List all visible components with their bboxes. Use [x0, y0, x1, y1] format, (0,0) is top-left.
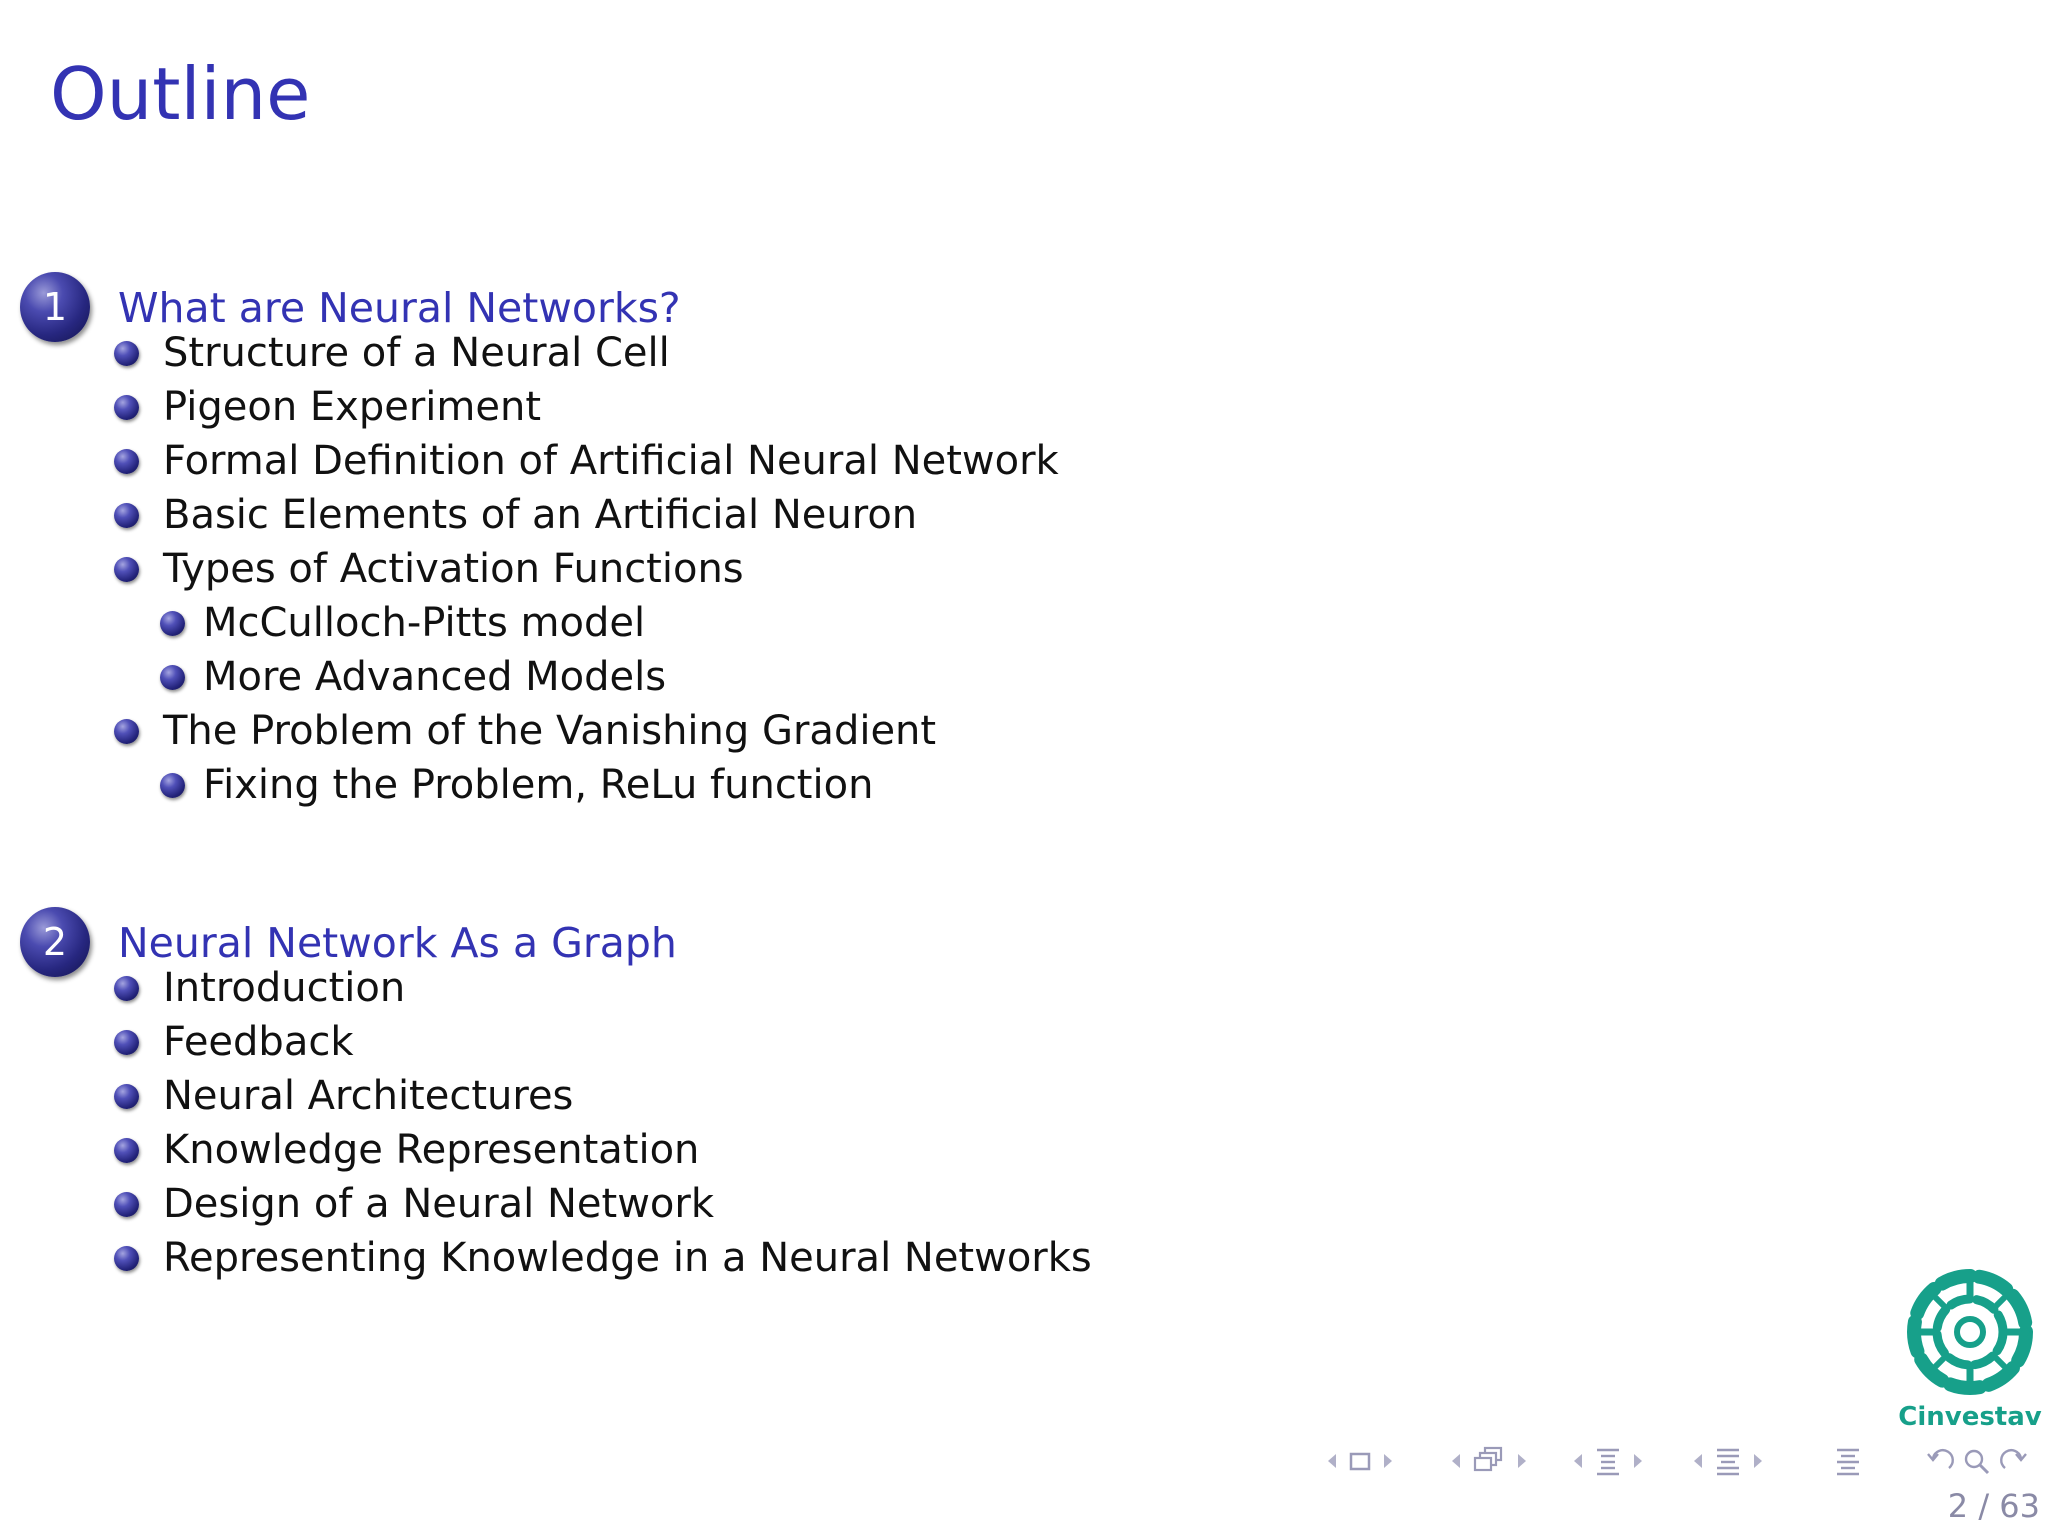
ball-bullet-icon: [160, 611, 185, 636]
list-item[interactable]: [0, 434, 1300, 488]
prev-subsection-icon[interactable]: [1571, 1444, 1585, 1478]
ball-bullet-icon: [114, 719, 139, 744]
ball-bullet-icon: [160, 665, 185, 690]
ball-bullet-icon: [114, 557, 139, 582]
ball-bullet-icon: [114, 1030, 139, 1055]
slide-title: Outline: [50, 52, 311, 136]
page-number: 2 / 63: [1947, 1487, 2040, 1525]
list-item-label[interactable]: Pigeon Experiment: [163, 384, 542, 430]
sub-list-item[interactable]: [0, 596, 1300, 650]
sub-list-item[interactable]: [0, 758, 1300, 812]
list-item[interactable]: [0, 1069, 1300, 1123]
section-number-ball: 2: [20, 907, 90, 977]
list-item-label[interactable]: Introduction: [163, 965, 406, 1011]
sub-list-item-label[interactable]: Fixing the Problem, ReLu function: [203, 762, 874, 808]
next-slide-icon[interactable]: [1381, 1444, 1395, 1478]
undo-icon[interactable]: [1925, 1444, 1957, 1478]
list-item[interactable]: [0, 488, 1300, 542]
ball-bullet-icon: [114, 1138, 139, 1163]
ball-bullet-icon: [114, 976, 139, 1001]
list-item[interactable]: [0, 380, 1300, 434]
next-subsection-icon[interactable]: [1631, 1444, 1645, 1478]
list-item[interactable]: [0, 1015, 1300, 1069]
list-item[interactable]: [0, 326, 1300, 380]
prev-frame-group-icon[interactable]: [1449, 1444, 1463, 1478]
ball-bullet-icon: [114, 1192, 139, 1217]
cinvestav-logo: [1896, 1264, 2044, 1440]
list-item-label[interactable]: The Problem of the Vanishing Gradient: [163, 708, 937, 754]
next-frame-group-icon[interactable]: [1515, 1444, 1529, 1478]
sub-list-item-label[interactable]: McCulloch-Pitts model: [203, 600, 646, 646]
list-item-label[interactable]: Representing Knowledge in a Neural Networks: [163, 1235, 1092, 1281]
ball-bullet-icon: [114, 1246, 139, 1271]
appendix-icon[interactable]: [1833, 1444, 1863, 1478]
list-item[interactable]: [0, 704, 1300, 758]
ball-bullet-icon: [114, 341, 139, 366]
next-section-icon[interactable]: [1751, 1444, 1765, 1478]
sub-list-item[interactable]: [0, 650, 1300, 704]
section-number-ball: 1: [20, 272, 90, 342]
cinvestav-emblem-icon: [1896, 1264, 2044, 1404]
logo-text: Cinvestav: [1898, 1402, 2042, 1432]
subsection-icon[interactable]: [1593, 1444, 1623, 1478]
section-1-items: [0, 326, 1300, 812]
ball-bullet-icon: [160, 773, 185, 798]
list-item-label[interactable]: Basic Elements of an Artificial Neuron: [163, 492, 918, 538]
ball-bullet-icon: [114, 503, 139, 528]
slide-frame-icon[interactable]: [1347, 1444, 1373, 1478]
list-item-label[interactable]: Neural Architectures: [163, 1073, 574, 1119]
list-item[interactable]: [0, 1177, 1300, 1231]
frame-group-icon[interactable]: [1471, 1444, 1507, 1478]
ball-bullet-icon: [114, 449, 139, 474]
list-item-label[interactable]: Formal Definition of Artificial Neural Network: [163, 438, 1059, 484]
list-item[interactable]: [0, 961, 1300, 1015]
prev-section-icon[interactable]: [1691, 1444, 1705, 1478]
section-title[interactable]: What are Neural Networks?: [118, 284, 681, 332]
section-icon[interactable]: [1713, 1444, 1743, 1478]
search-icon[interactable]: [1961, 1444, 1993, 1478]
list-item-label[interactable]: Feedback: [163, 1019, 354, 1065]
list-item-label[interactable]: Structure of a Neural Cell: [163, 330, 670, 376]
redo-icon[interactable]: [1997, 1444, 2029, 1478]
beamer-navigation-bar: [1325, 1444, 2045, 1478]
list-item-label[interactable]: Types of Activation Functions: [163, 546, 744, 592]
section-title[interactable]: Neural Network As a Graph: [118, 919, 677, 967]
ball-bullet-icon: [114, 395, 139, 420]
list-item-label[interactable]: Knowledge Representation: [163, 1127, 700, 1173]
section-2-items: [0, 961, 1300, 1285]
list-item[interactable]: [0, 1123, 1300, 1177]
list-item[interactable]: [0, 1231, 1300, 1285]
list-item-label[interactable]: Design of a Neural Network: [163, 1181, 714, 1227]
list-item[interactable]: [0, 542, 1300, 596]
sub-list-item-label[interactable]: More Advanced Models: [203, 654, 667, 700]
ball-bullet-icon: [114, 1084, 139, 1109]
prev-slide-icon[interactable]: [1325, 1444, 1339, 1478]
